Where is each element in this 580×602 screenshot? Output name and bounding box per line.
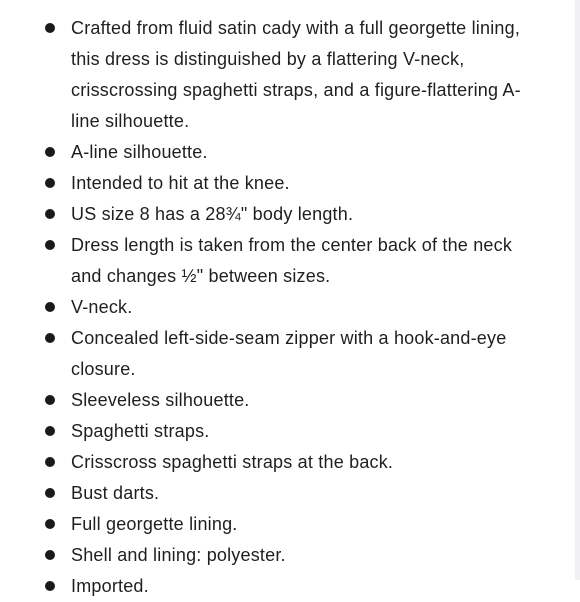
- page-edge: [575, 0, 580, 580]
- list-item: [0, 478, 575, 509]
- list-item: [0, 292, 575, 323]
- list-item: [0, 540, 575, 571]
- list-item: [0, 230, 575, 292]
- bullet-icon: [45, 178, 55, 188]
- list-item-text: Spaghetti straps.: [71, 421, 210, 441]
- bullet-icon: [45, 581, 55, 591]
- bullet-icon: [45, 426, 55, 436]
- list-item-text: Shell and lining: polyester.: [71, 545, 286, 565]
- list-item: [0, 168, 575, 199]
- product-details-list: [0, 13, 575, 602]
- list-item-text: Bust darts.: [71, 483, 160, 503]
- list-item: [0, 199, 575, 230]
- list-item-text: A-line silhouette.: [71, 142, 208, 162]
- list-item: [0, 571, 575, 602]
- list-item-text: Imported.: [71, 576, 149, 596]
- list-item-text: Intended to hit at the knee.: [71, 173, 290, 193]
- bullet-icon: [45, 488, 55, 498]
- list-item: [0, 509, 575, 540]
- list-item-text: Crisscross spaghetti straps at the back.: [71, 452, 394, 472]
- list-item-text: V-neck.: [71, 297, 133, 317]
- bullet-icon: [45, 550, 55, 560]
- list-item: [0, 13, 575, 137]
- list-item: [0, 137, 575, 168]
- bullet-icon: [45, 395, 55, 405]
- bullet-icon: [45, 457, 55, 467]
- bullet-icon: [45, 23, 55, 33]
- list-item: [0, 416, 575, 447]
- list-item-text: Sleeveless silhouette.: [71, 390, 250, 410]
- list-item: [0, 385, 575, 416]
- list-item-text: Crafted from fluid satin cady with a full georgette lining, this dress is distinguished by a flattering V-neck, crisscrossing spaghetti straps, and a figure-flattering A-line silhouette.: [71, 18, 521, 131]
- list-item-text: US size 8 has a 28¾" body length.: [71, 204, 354, 224]
- list-item-text: Dress length is taken from the center back of the neck and changes ½" between sizes.: [71, 235, 513, 286]
- bullet-icon: [45, 333, 55, 343]
- bullet-icon: [45, 240, 55, 250]
- list-item-text: Full georgette lining.: [71, 514, 238, 534]
- list-item: [0, 447, 575, 478]
- bullet-icon: [45, 147, 55, 157]
- bullet-icon: [45, 302, 55, 312]
- bullet-icon: [45, 519, 55, 529]
- list-item: [0, 323, 575, 385]
- bullet-icon: [45, 209, 55, 219]
- list-item-text: Concealed left-side-seam zipper with a hook-and-eye closure.: [71, 328, 507, 379]
